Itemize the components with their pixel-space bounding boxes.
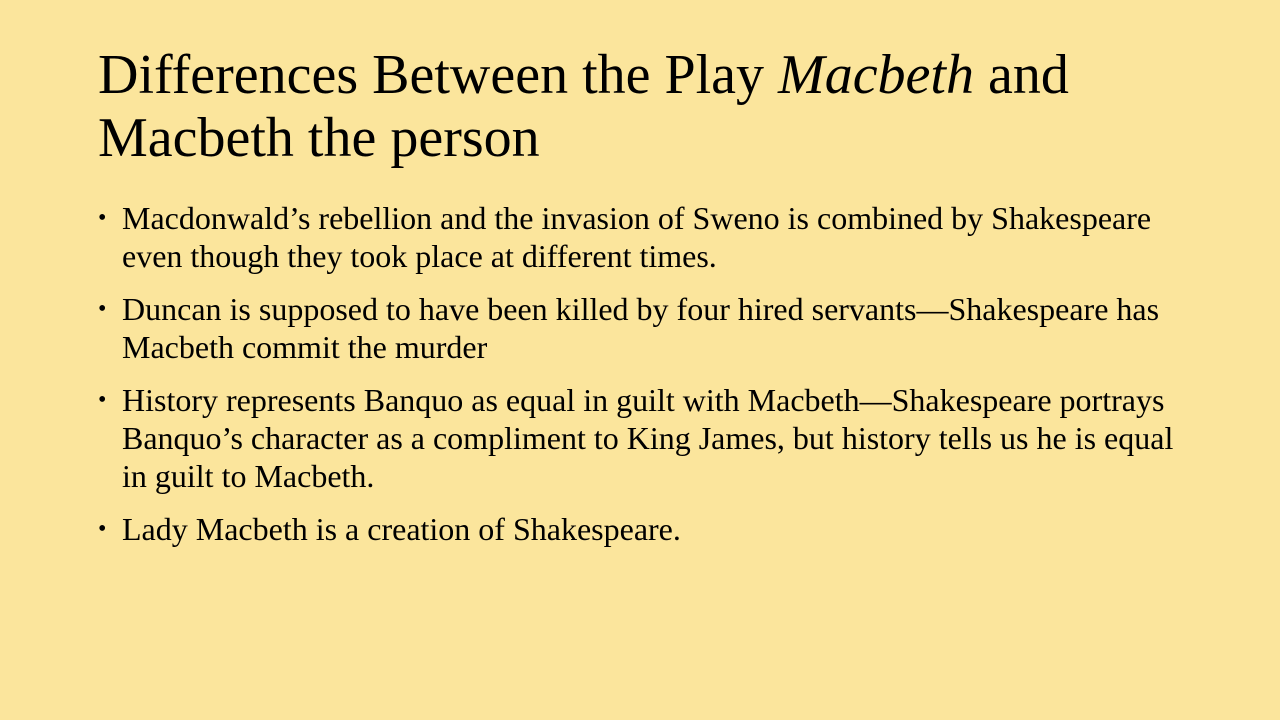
slide-title <box>98 44 1198 170</box>
title-italic-text: Macbeth <box>778 44 974 106</box>
bullet-text: Lady Macbeth is a creation of Shakespeare. <box>122 511 681 547</box>
bullet-dot-icon: • <box>98 205 107 231</box>
bullet-item <box>98 199 1198 275</box>
bullet-item <box>98 290 1198 366</box>
bullet-text: Duncan is supposed to have been killed by four hired servants—Shakespeare has Macbeth commit the murder <box>122 291 1160 365</box>
title-text-end: and Macbeth the person <box>98 44 1069 169</box>
bullet-dot-icon: • <box>98 516 107 542</box>
bullet-item <box>98 381 1198 495</box>
bullet-list <box>98 199 1198 563</box>
bullet-text: History represents Banquo as equal in guilt with Macbeth—Shakespeare portrays Banquo’s character as a compliment to King James, but history tells us he is equal in guilt to Macbeth. <box>122 382 1174 494</box>
bullet-item <box>98 510 1198 548</box>
bullet-dot-icon: • <box>98 387 107 413</box>
title-text-start: Differences Between the Play <box>98 44 779 106</box>
bullet-dot-icon: • <box>98 296 107 322</box>
bullet-text: Macdonwald’s rebellion and the invasion of Sweno is combined by Shakespeare even though they took place at different times. <box>122 200 1152 274</box>
